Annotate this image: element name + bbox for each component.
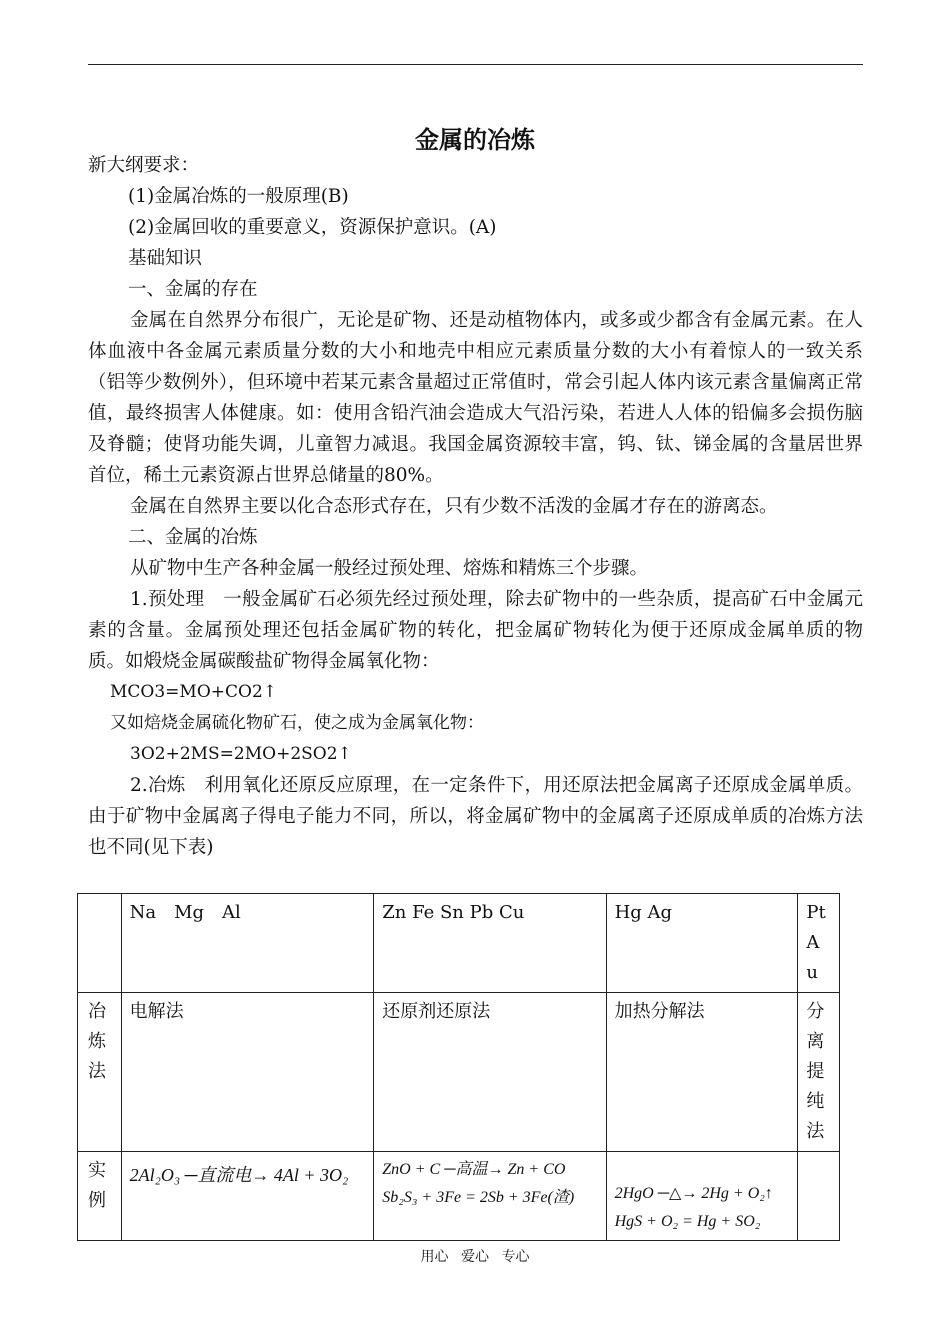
header-rule — [88, 64, 863, 65]
table-row-examples — [78, 1152, 840, 1241]
metals-group-2: Zn Fe Sn Pb Cu — [374, 894, 606, 993]
section1-heading: 一、金属的存在 — [128, 279, 258, 300]
method-row-label: 冶炼法 — [78, 993, 122, 1152]
page-footer — [0, 1246, 950, 1266]
section2-intro: 从矿物中生产各种金属一般经过预处理、熔炼和精炼三个步骤。 — [130, 558, 649, 579]
section1-paragraph-1: 金属在自然界分布很广，无论是矿物、还是动植物体内，或多或少都含有金属元素。在人体血液中各金属元素质量分数的大小和地壳中相应元素质量分数的大小有着惊人的一致关系（铝等少数例外），但环境中若某元素含量超过正常值时，常会引起人体内该元素含量偏离正常值，最终损害人体健康。如：使用含铅汽油会造成大气沿污染，若进人人体的铅偏多会损伤脑及脊髓；使肾功能失调，儿童智力减退。我国金属资源较丰富，钨、钛、锑金属的含量居世界首位，稀土元素资源占世界总储量的80%。 — [88, 310, 863, 486]
decomposition-equation-1: 2HgO ─△→ 2Hg + O₂↑ — [614, 1185, 773, 1202]
step1-second-example: 又如焙烧金属硫化物矿石，使之成为金属氧化物： — [110, 713, 484, 733]
decomposition-equation-2: HgS + O₂ = Hg + SO₂ — [614, 1213, 761, 1230]
example-row-label: 实例 — [78, 1152, 122, 1241]
basics-heading: 基础知识 — [128, 248, 203, 269]
metals-group-4: Pt Au — [798, 894, 840, 993]
equation-2: 3O2+2MS=2MO+2SO2↑ — [130, 744, 352, 764]
step1-pretreatment: 1.预处理 一般金属矿石必须先经过预处理，除去矿物中的一些杂质，提高矿石中金属元素的含量。金属预处理还包括金属矿物的转化，把金属矿物转化为便于还原成金属单质的物质。如煅烧金属碳酸盐矿物得金属氧化物： — [88, 589, 863, 672]
table-corner-cell — [78, 894, 122, 993]
table-row-methods — [78, 993, 840, 1152]
method-electrolysis: 电解法 — [121, 993, 374, 1152]
smelting-methods-table — [77, 893, 840, 1241]
table-row-metals — [78, 894, 840, 993]
section2-heading: 二、金属的冶炼 — [128, 527, 258, 548]
requirement-1: (1)金属冶炼的一般原理(B) — [128, 186, 349, 207]
example-electrolysis — [121, 1152, 374, 1241]
step2-smelting: 2.冶炼 利用氧化还原反应原理，在一定条件下，用还原法把金属离子还原成金属单质。由于矿物中金属离子得电子能力不同，所以，将金属矿物中的金属离子还原成单质的冶炼方法也不同(见下表) — [88, 775, 863, 858]
section1-paragraph-2: 金属在自然界主要以化合态形式存在，只有少数不活泼的金属才存在的游离态。 — [130, 496, 778, 517]
example-reduction — [374, 1152, 606, 1241]
document-body — [88, 150, 863, 863]
page-title: 金属的冶炼 — [415, 126, 535, 154]
example-decomposition — [606, 1152, 798, 1241]
footer-word-3: 专心 — [501, 1249, 530, 1265]
metals-group-1: Na Mg Al — [121, 894, 374, 993]
equation-1: MCO3=MO+CO2↑ — [110, 682, 278, 702]
footer-word-1: 用心 — [420, 1249, 449, 1265]
method-reducing-agent: 还原剂还原法 — [374, 993, 606, 1152]
metals-group-3: Hg Ag — [606, 894, 798, 993]
reduction-equation-1: ZnO + C ─高温→ Zn + CO — [382, 1161, 566, 1178]
method-separation: 分离提纯法 — [798, 993, 840, 1152]
reduction-equation-2: Sb₂S₃ + 3Fe = 2Sb + 3Fe(渣) — [382, 1189, 575, 1206]
footer-word-2: 爱心 — [461, 1249, 489, 1265]
electrolysis-equation: 2Al₂O₃ ─直流电→ 4Al + 3O₂ — [129, 1165, 349, 1185]
requirement-2: (2)金属回收的重要意义，资源保护意识。(A) — [128, 217, 497, 238]
outline-heading: 新大纲要求： — [88, 155, 200, 176]
example-separation-empty — [798, 1152, 840, 1241]
method-thermal-decomposition: 加热分解法 — [606, 993, 798, 1152]
